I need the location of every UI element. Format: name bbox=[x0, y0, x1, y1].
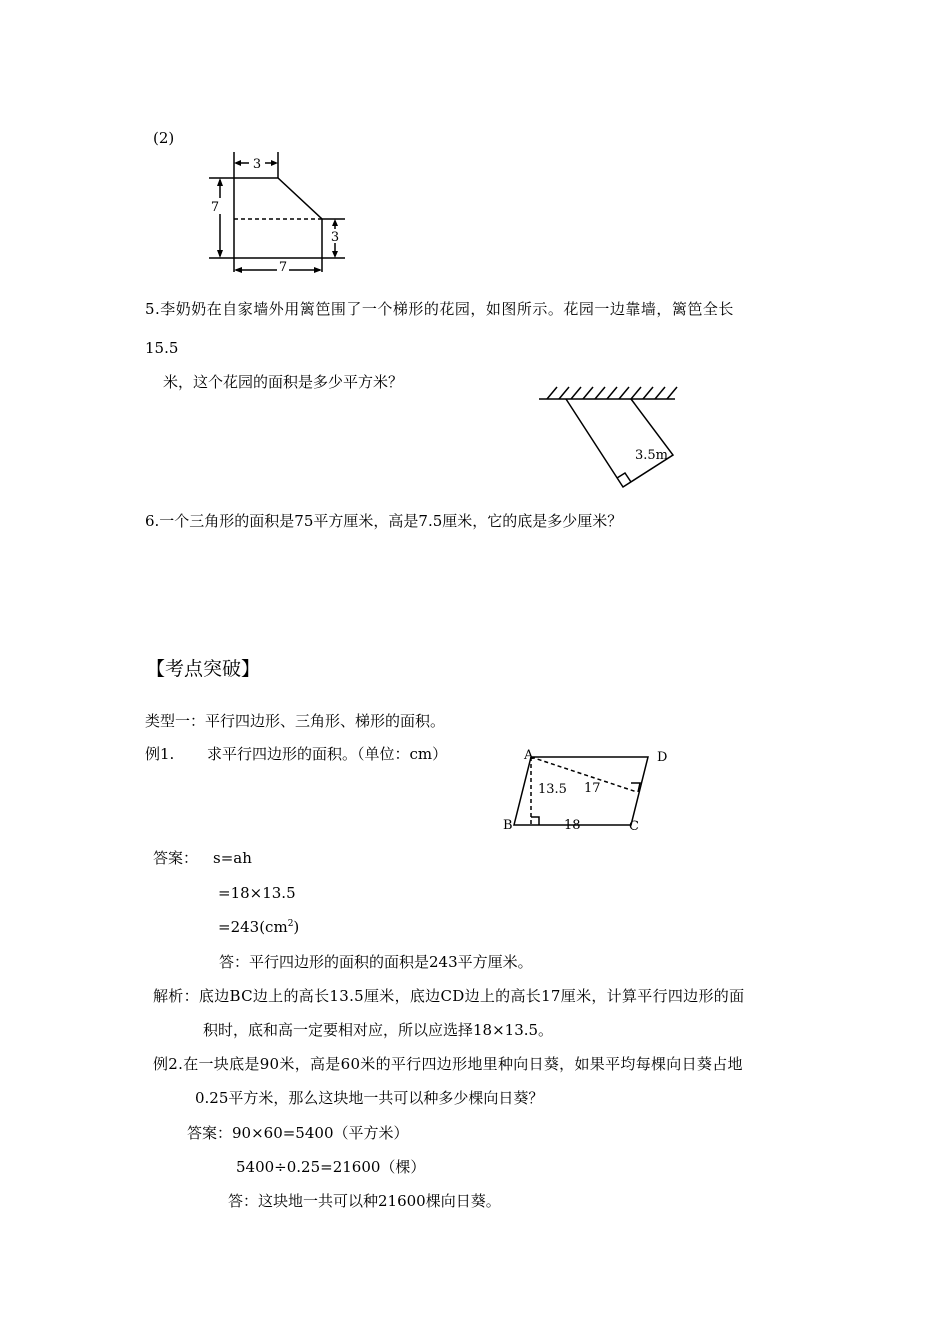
q-number: (2) bbox=[153, 129, 175, 147]
q5-line2: 15.5 bbox=[145, 339, 179, 357]
ex1-step2: $=243(cm^2)$ bbox=[218, 918, 300, 936]
parallelogram-outline bbox=[514, 757, 648, 825]
ex2-answer2: 5400÷0.25=21600（棵） bbox=[236, 1158, 426, 1176]
vertex-c: C bbox=[629, 819, 639, 834]
ex2-line2: 0.25平方米，那么这块地一共可以种多少棵向日葵？ bbox=[195, 1089, 544, 1107]
ex2-conclusion: 答：这块地一共可以种21600棵向日葵。 bbox=[228, 1192, 501, 1210]
ex1-analysis2: 积时，底和高一定要相对应，所以应选择18×13.5。 bbox=[203, 1021, 554, 1039]
section-title: 【考点突破】 bbox=[146, 658, 261, 680]
dim-left: 7 bbox=[210, 200, 220, 215]
ex1-formula: s=ah bbox=[213, 849, 252, 867]
q5-line1: 5.李奶奶在自家墙外用篱笆围了一个梯形的花园，如图所示。花园一边靠墙，篱笆全长 bbox=[145, 300, 734, 318]
ex1-answer-label: 答案： bbox=[153, 849, 199, 867]
height-label-1: 13.5 bbox=[538, 782, 567, 797]
ex2-line1: 例2.在一块底是90米，高是60米的平行四边形地里种向日葵，如果平均每棵向日葵占地 bbox=[153, 1055, 743, 1073]
dim-right: 3 bbox=[330, 230, 340, 245]
pentagon-outline bbox=[234, 178, 322, 258]
ex1-conclusion: 答：平行四边形的面积的面积是243平方厘米。 bbox=[219, 953, 533, 971]
dim-top: 3 bbox=[252, 157, 262, 172]
garden-label: 3.5m bbox=[635, 448, 669, 463]
base-label: 18 bbox=[564, 818, 581, 833]
height-label-2: 17 bbox=[584, 781, 601, 796]
vertex-a: A bbox=[524, 748, 534, 763]
parallelogram-figure bbox=[500, 745, 680, 835]
ex1-step1: =18×13.5 bbox=[218, 884, 296, 902]
pentagon-figure bbox=[205, 150, 345, 275]
vertex-b: B bbox=[503, 818, 513, 833]
type1-label: 类型一：平行四边形、三角形、梯形的面积。 bbox=[145, 712, 446, 730]
garden-figure bbox=[535, 383, 680, 493]
ex1-question: 求平行四边形的面积。（单位：cm） bbox=[207, 745, 448, 763]
ex2-answer1: 答案：90×60=5400（平方米） bbox=[187, 1124, 409, 1142]
fence-outline bbox=[566, 399, 673, 487]
ex1-analysis1: 解析：底边BC边上的高长13.5厘米，底边CD边上的高长17厘米，计算平行四边形的面 bbox=[153, 987, 745, 1005]
vertex-d: D bbox=[657, 750, 668, 765]
dim-bottom: 7 bbox=[278, 260, 288, 275]
ex1-label: 例1. bbox=[145, 745, 175, 763]
q5-line3: 米，这个花园的面积是多少平方米？ bbox=[163, 373, 404, 391]
q6-text: 6.一个三角形的面积是75平方厘米，高是7.5厘米，它的底是多少厘米？ bbox=[145, 512, 623, 530]
